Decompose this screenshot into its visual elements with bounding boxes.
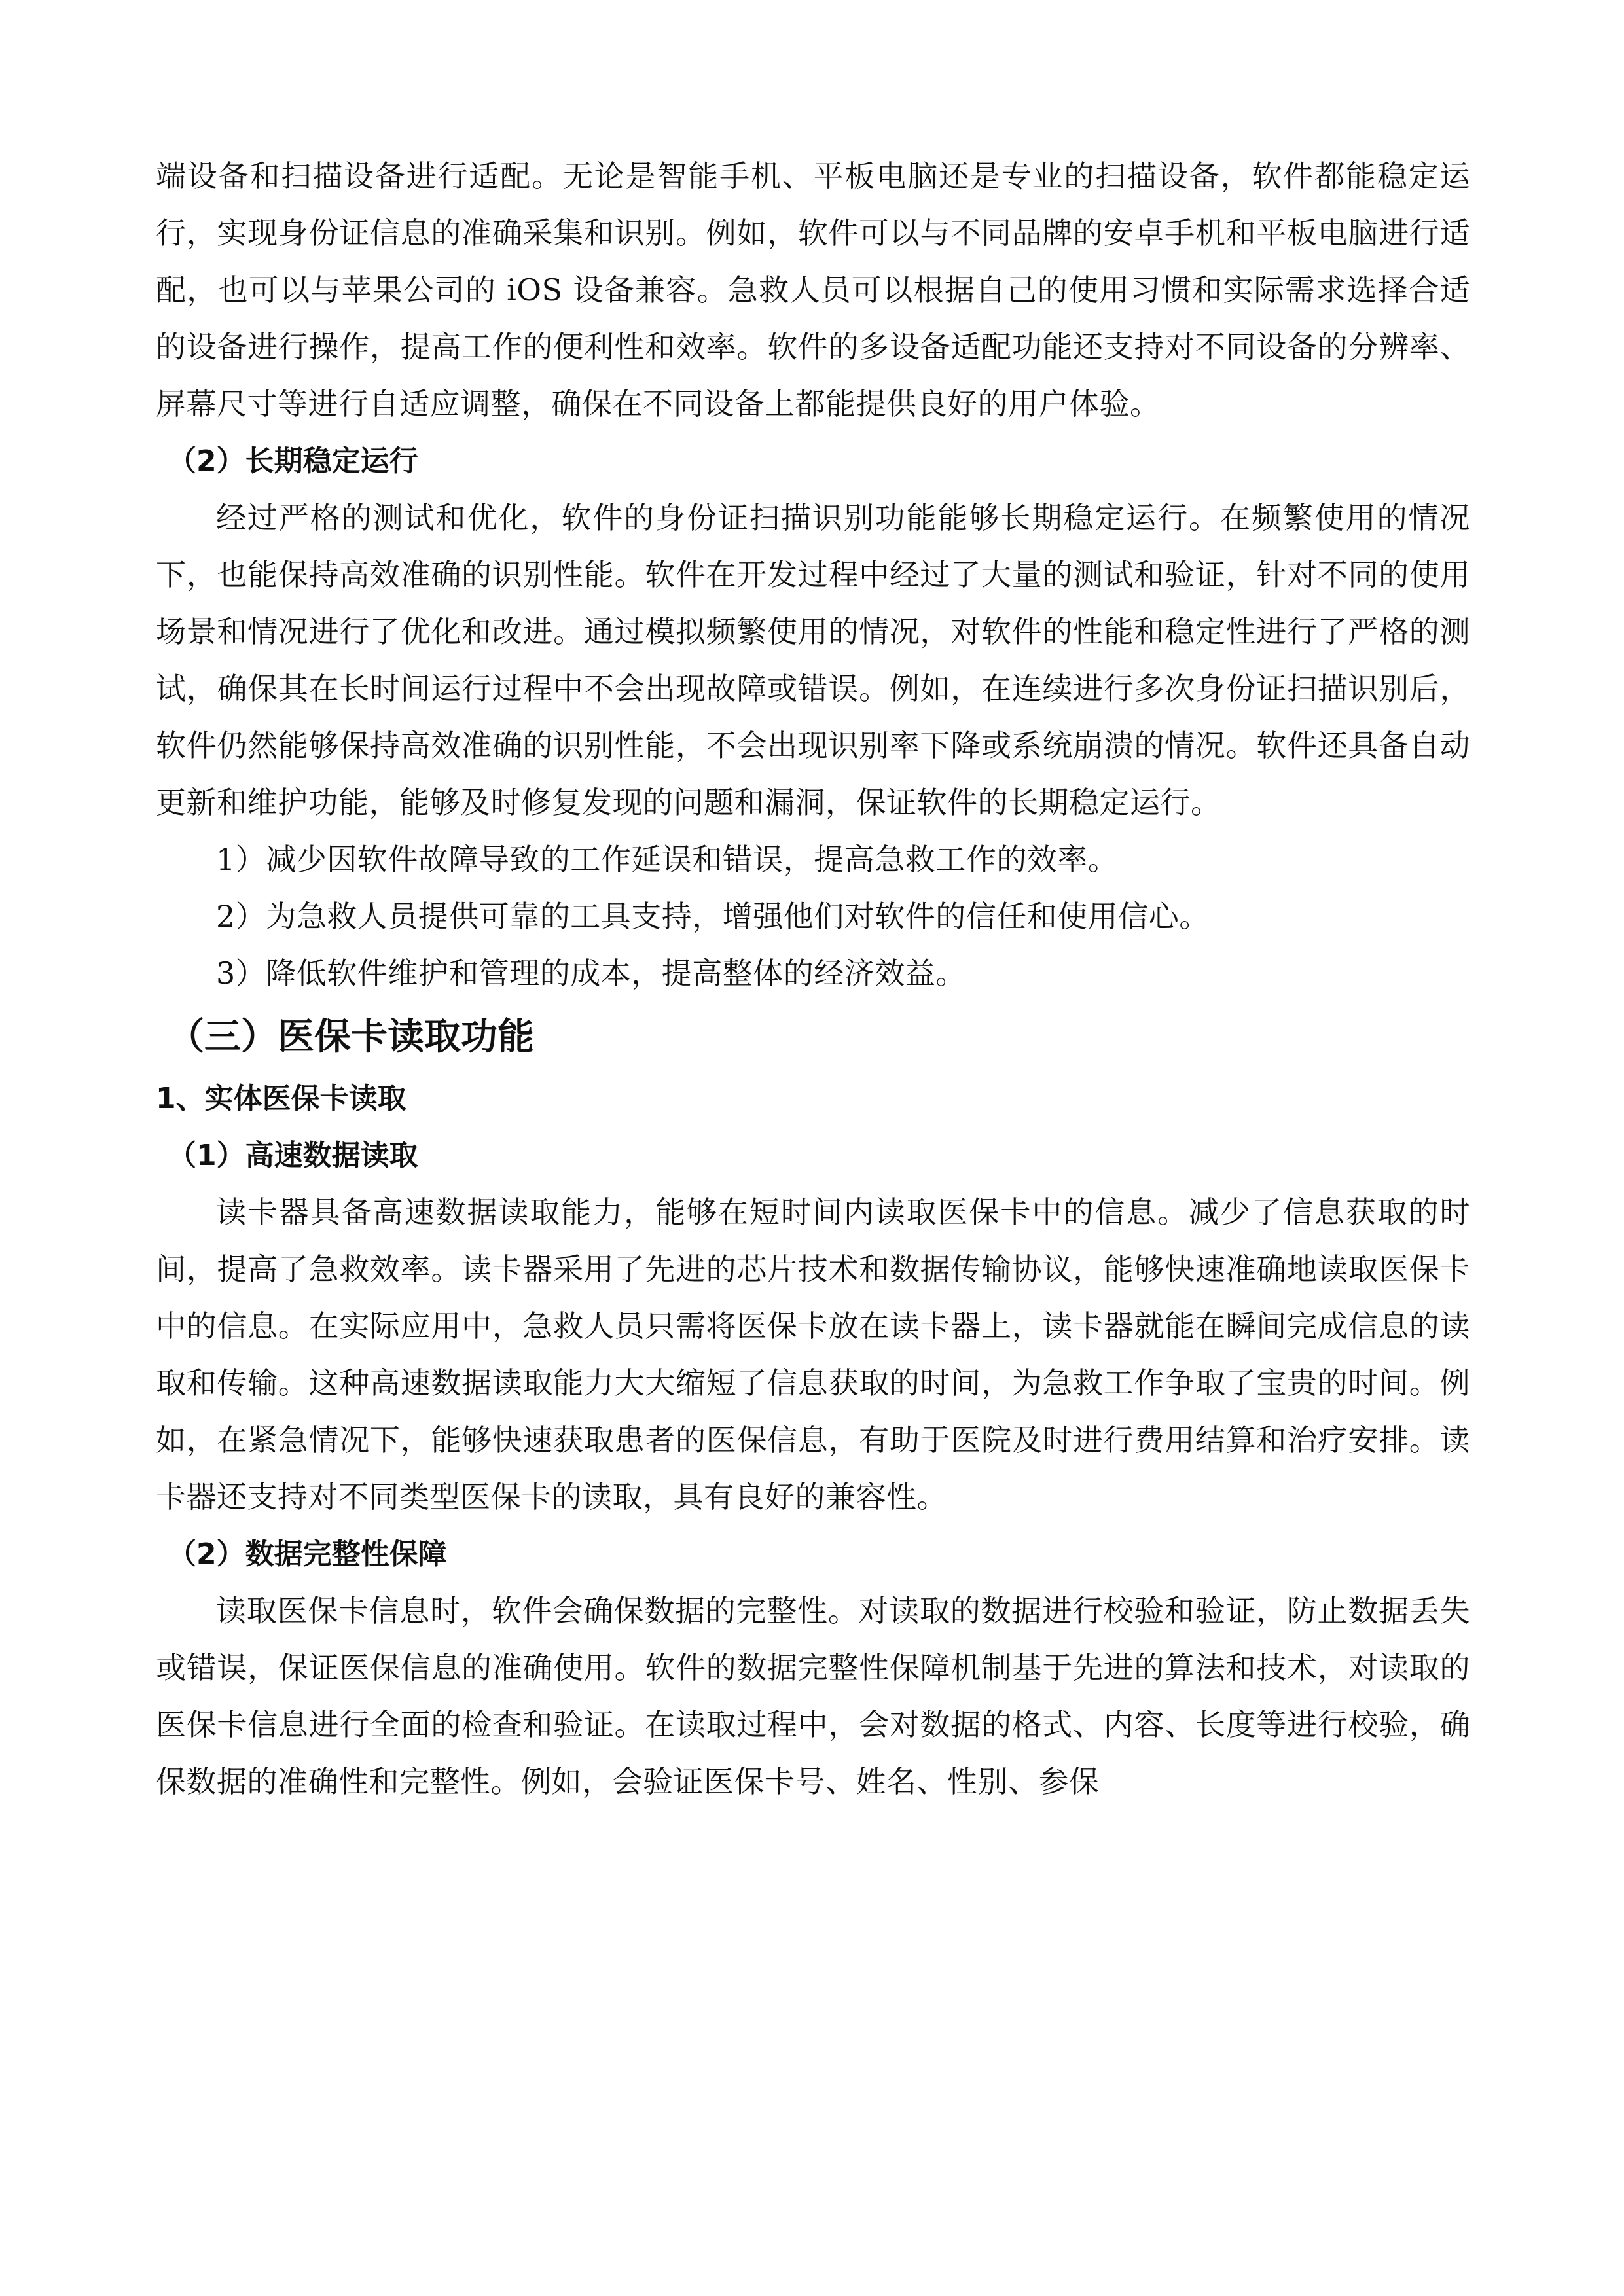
document-body <box>156 148 1470 1810</box>
subheading-high-speed-reading: （1）高速数据读取 <box>168 1139 418 1172</box>
paragraph-device-adaptation: 端设备和扫描设备进行适配。无论是智能手机、平板电脑还是专业的扫描设备，软件都能稳定运行，实现身份证信息的准确采集和识别。例如，软件可以与不同品牌的安卓手机和平板电脑进行适配，也可以与苹果公司的 iOS 设备兼容。急救人员可以根据自己的使用习惯和实际需求选择合适的设备进行操作，提高工作的便利性和效率。软件的多设备适配功能还支持对不同设备的分辨率、屏幕尺寸等进行自适应调整，确保在不同设备上都能提供良好的用户体验。 <box>156 158 1470 422</box>
paragraph-data-integrity: 读取医保卡信息时，软件会确保数据的完整性。对读取的数据进行校验和验证，防止数据丢失或错误，保证医保信息的准确使用。软件的数据完整性保障机制基于先进的算法和技术，对读取的医保卡信息进行全面的检查和验证。在读取过程中，会对数据的格式、内容、长度等进行校验，确保数据的准确性和完整性。例如，会验证医保卡号、姓名、性别、参保 <box>156 1593 1470 1799</box>
section-heading-medical-card: （三）医保卡读取功能 <box>168 1016 534 1058</box>
list-item-1: 1）减少因软件故障导致的工作延误和错误，提高急救工作的效率。 <box>216 842 1119 877</box>
list-item-3: 3）降低软件维护和管理的成本，提高整体的经济效益。 <box>216 956 966 991</box>
subheading-physical-card-reading: 1、实体医保卡读取 <box>156 1082 406 1115</box>
paragraph-high-speed-reading: 读卡器具备高速数据读取能力，能够在短时间内读取医保卡中的信息。减少了信息获取的时间，提高了急救效率。读卡器采用了先进的芯片技术和数据传输协议，能够快速准确地读取医保卡中的信息。在实际应用中，急救人员只需将医保卡放在读卡器上，读卡器就能在瞬间完成信息的读取和传输。这种高速数据读取能力大大缩短了信息获取的时间，为急救工作争取了宝贵的时间。例如，在紧急情况下，能够快速获取患者的医保信息，有助于医院及时进行费用结算和治疗安排。读卡器还支持对不同类型医保卡的读取，具有良好的兼容性。 <box>156 1194 1470 1515</box>
subheading-data-integrity: （2）数据完整性保障 <box>168 1537 447 1571</box>
subheading-long-term-stability: （2）长期稳定运行 <box>168 444 418 478</box>
list-item-2: 2）为急救人员提供可靠的工具支持，增强他们对软件的信任和使用信心。 <box>216 899 1210 934</box>
paragraph-long-term-stability: 经过严格的测试和优化，软件的身份证扫描识别功能能够长期稳定运行。在频繁使用的情况下，也能保持高效准确的识别性能。软件在开发过程中经过了大量的测试和验证，针对不同的使用场景和情况进行了优化和改进。通过模拟频繁使用的情况，对软件的性能和稳定性进行了严格的测试，确保其在长时间运行过程中不会出现故障或错误。例如，在连续进行多次身份证扫描识别后，软件仍然能够保持高效准确的识别性能，不会出现识别率下降或系统崩溃的情况。软件还具备自动更新和维护功能，能够及时修复发现的问题和漏洞，保证软件的长期稳定运行。 <box>156 500 1470 820</box>
